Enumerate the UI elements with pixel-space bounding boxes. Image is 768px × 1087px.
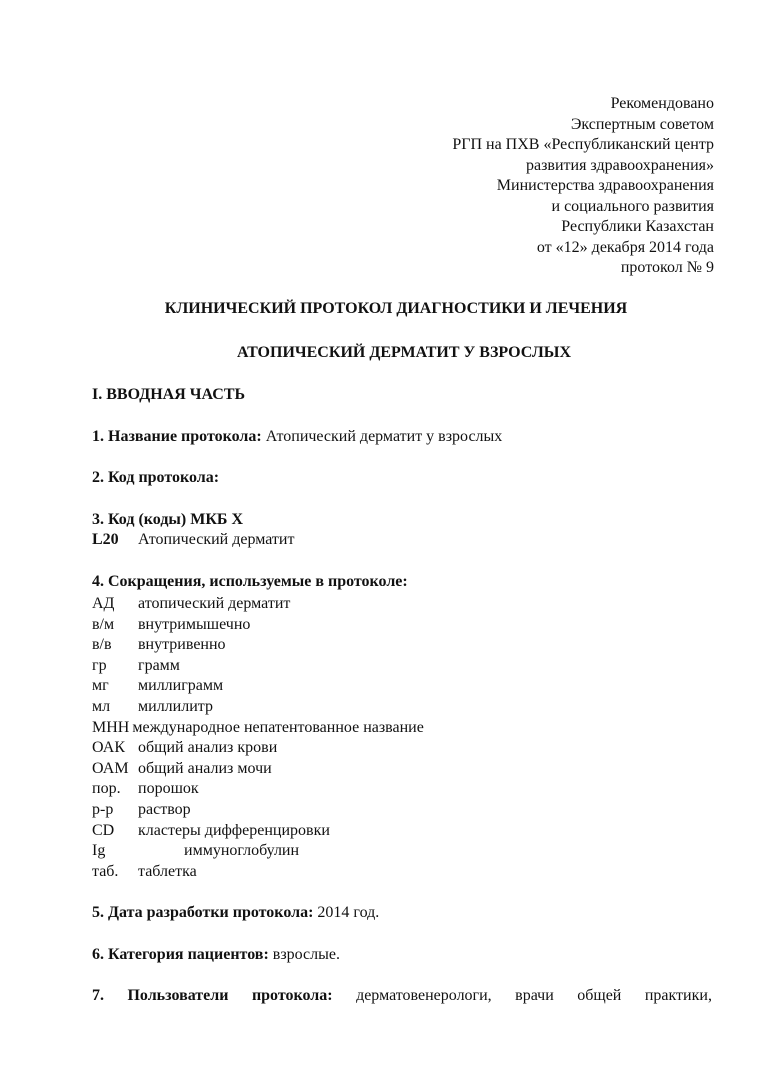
abbreviation-definition: раствор (138, 800, 191, 818)
abbreviation-definition: общий анализ мочи (138, 759, 272, 777)
abbreviation-definition: миллилитр (138, 697, 213, 715)
approval-line: протокол № 9 (620, 259, 714, 276)
approval-line: Республики Казахстан (561, 218, 714, 235)
section-value: взрослые. (268, 946, 340, 963)
abbreviation-item (92, 759, 424, 780)
section-protocol-code (92, 469, 219, 487)
section-value-word: общей (577, 987, 622, 1004)
section-label-word: протокола: (251, 987, 333, 1004)
abbreviation-code: Ig (92, 842, 106, 860)
section-value: 2014 год. (313, 904, 380, 921)
abbreviation-code: ОАМ (92, 759, 129, 777)
abbreviation-definition: международное непатентованное название (132, 718, 424, 736)
section-label: 4. Сокращения, используемые в протоколе: (92, 573, 408, 590)
section-protocol-users (92, 987, 712, 1005)
section-value-word: дерматовенерологи, (356, 987, 492, 1004)
approval-line: и социального развития (551, 197, 714, 215)
abbreviation-definition: кластеры дифференцировки (138, 821, 330, 839)
abbreviation-definition: атопический дерматит (138, 595, 291, 612)
abbreviation-code: мг (92, 677, 109, 695)
icd-code-description: Атопический дерматит (138, 531, 295, 548)
abbreviation-code: р-р (92, 800, 114, 818)
abbreviation-code: в/в (92, 636, 112, 654)
abbreviation-item (92, 779, 424, 800)
approval-line: РГП на ПХВ «Республиканский центр (452, 136, 714, 153)
approval-block (452, 94, 714, 279)
abbreviation-definition: грамм (138, 656, 180, 674)
approval-line: Экспертным советом (570, 115, 714, 133)
abbreviation-code: пор. (92, 780, 121, 798)
approval-line: Рекомендовано (610, 95, 714, 112)
section-value: Атопический дерматит у взрослых (261, 428, 503, 445)
section-development-date (92, 904, 379, 922)
abbreviation-code: АД (92, 595, 115, 612)
section-label: 2. Код протокола: (92, 469, 220, 486)
abbreviation-definition: внутривенно (138, 636, 226, 654)
abbreviation-item (92, 841, 424, 862)
document-subtitle: АТОПИЧЕСКИЙ ДЕРМАТИТ У ВЗРОСЛЫХ (236, 344, 572, 361)
section-label-word: Пользователи (127, 987, 229, 1004)
part-heading-text: I. ВВОДНАЯ ЧАСТЬ (92, 386, 246, 403)
icd-code-row (92, 531, 294, 549)
abbreviation-item (92, 862, 424, 883)
abbreviation-item (92, 800, 424, 821)
approval-line: Министерства здравоохранения (496, 177, 714, 194)
part-heading (92, 386, 245, 404)
abbreviation-code: в/м (92, 615, 115, 633)
abbreviation-item (92, 635, 424, 656)
abbreviation-code: таб. (92, 862, 119, 880)
section-value-word: врачи (515, 987, 554, 1004)
abbreviation-definition: общий анализ крови (138, 739, 278, 757)
abbreviation-definition: иммуноглобулин (184, 842, 300, 860)
abbreviation-definition: порошок (138, 780, 199, 798)
abbreviation-item (92, 594, 424, 615)
abbreviation-definition: миллиграмм (138, 677, 224, 695)
abbreviation-item (92, 821, 424, 842)
section-patient-category (92, 946, 340, 964)
abbreviation-code: ОАК (92, 739, 125, 757)
section-label: 3. Код (коды) МКБ X (92, 511, 244, 528)
section-label: 6. Категория пациентов: (92, 946, 269, 963)
icd-code: L20 (92, 531, 119, 548)
abbreviation-code: CD (92, 821, 115, 839)
approval-line: от «12» декабря 2014 года (536, 238, 714, 256)
abbreviation-code: гр (92, 656, 107, 674)
section-icd-code (92, 511, 243, 529)
section-label: 1. Название протокола: (92, 428, 262, 445)
abbreviation-item (92, 676, 424, 697)
abbreviation-list (92, 594, 424, 882)
section-label-word: 7. (92, 987, 104, 1004)
abbreviation-definition: таблетка (138, 862, 197, 880)
section-label: 5. Дата разработки протокола: (92, 904, 314, 921)
approval-line: развития здравоохранения» (525, 156, 714, 174)
section-protocol-name (92, 428, 502, 446)
abbreviation-definition: внутримышечно (138, 615, 251, 633)
abbreviation-item (92, 697, 424, 718)
section-value-word: практики, (644, 987, 712, 1004)
abbreviation-code: МНН (92, 718, 130, 736)
abbreviation-item (92, 738, 424, 759)
abbreviation-item (92, 656, 424, 677)
document-title: КЛИНИЧЕСКИЙ ПРОТОКОЛ ДИАГНОСТИКИ И ЛЕЧЕНИЯ (164, 300, 628, 317)
abbreviation-item (92, 718, 424, 739)
abbreviation-code: мл (92, 697, 111, 715)
abbreviation-item (92, 615, 424, 636)
section-abbreviations (92, 573, 408, 591)
